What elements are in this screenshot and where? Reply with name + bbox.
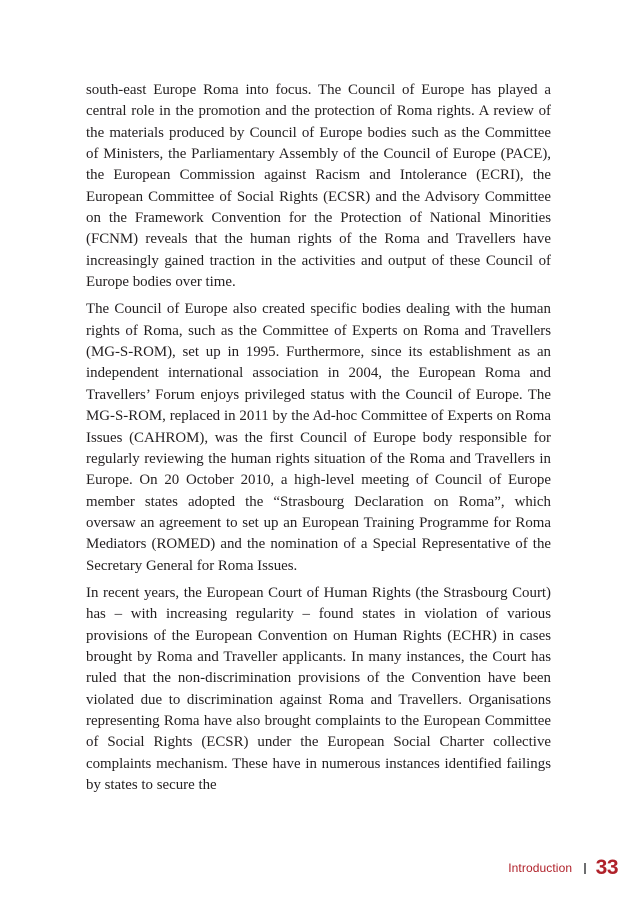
footer-section-title: Introduction	[508, 861, 573, 875]
body-text	[86, 80, 551, 802]
paragraph-1: south-east Europe Roma into focus. The Council of Europe has played a central role in the promotion and the protection of Roma rights. A review of the materials produced by Council of Europe bodies such as the Committee of Ministers, the Parliamentary Assembly of the Council of Europe (PACE), the European Commission against Racism and Intolerance (ECRI), the European Committee of Social Rights (ECSR) and the Advisory Committee on the Framework Convention for the Protection of National Minorities (FCNM) reveals that the human rights of the Roma and Travellers have increasingly gained traction in the activities and output of these Council of Europe bodies over time.	[86, 82, 551, 291]
page-footer	[508, 852, 618, 884]
page-number: 33	[595, 856, 618, 879]
paragraph-2: The Council of Europe also created specific bodies dealing with the human rights of Roma, such as the Committee of Experts on Roma and Travellers (MG-S-ROM), set up in 1995. Furthermore, since its establishment as an independent international association in 2004, the European Roma and Travellers’ Forum enjoys privileged status with the Council of Europe. The MG-S-ROM, replaced in 2011 by the Ad-hoc Committee of Experts on Roma Issues (CAHROM), was the first Council of Europe body responsible for regularly reviewing the human rights situation of the Roma and Travellers in Europe. On 20 October 2010, a high-level meeting of Council of Europe member states adopted the “Strasbourg Declaration on Roma”, which oversaw an agreement to set up an European Training Programme for Roma Mediators (ROMED) and the nomination of a Special Representative of the Secretary General for Roma Issues.	[86, 301, 551, 574]
footer-divider	[584, 863, 586, 874]
paragraph-3: In recent years, the European Court of Human Rights (the Strasbourg Court) has – with increasing regularity – found states in violation of various provisions of the European Convention on Human Rights (ECHR) in cases brought by Roma and Traveller applicants. In many instances, the Court has ruled that the non-discrimination provisions of the Convention have been violated due to discrimination against Roma and Travellers. Organisations representing Roma have also brought complaints to the European Committee of Social Rights (ECSR) under the European Social Charter collective complaints mechanism. These have in numerous instances identified failings by states to secure the	[86, 584, 551, 793]
